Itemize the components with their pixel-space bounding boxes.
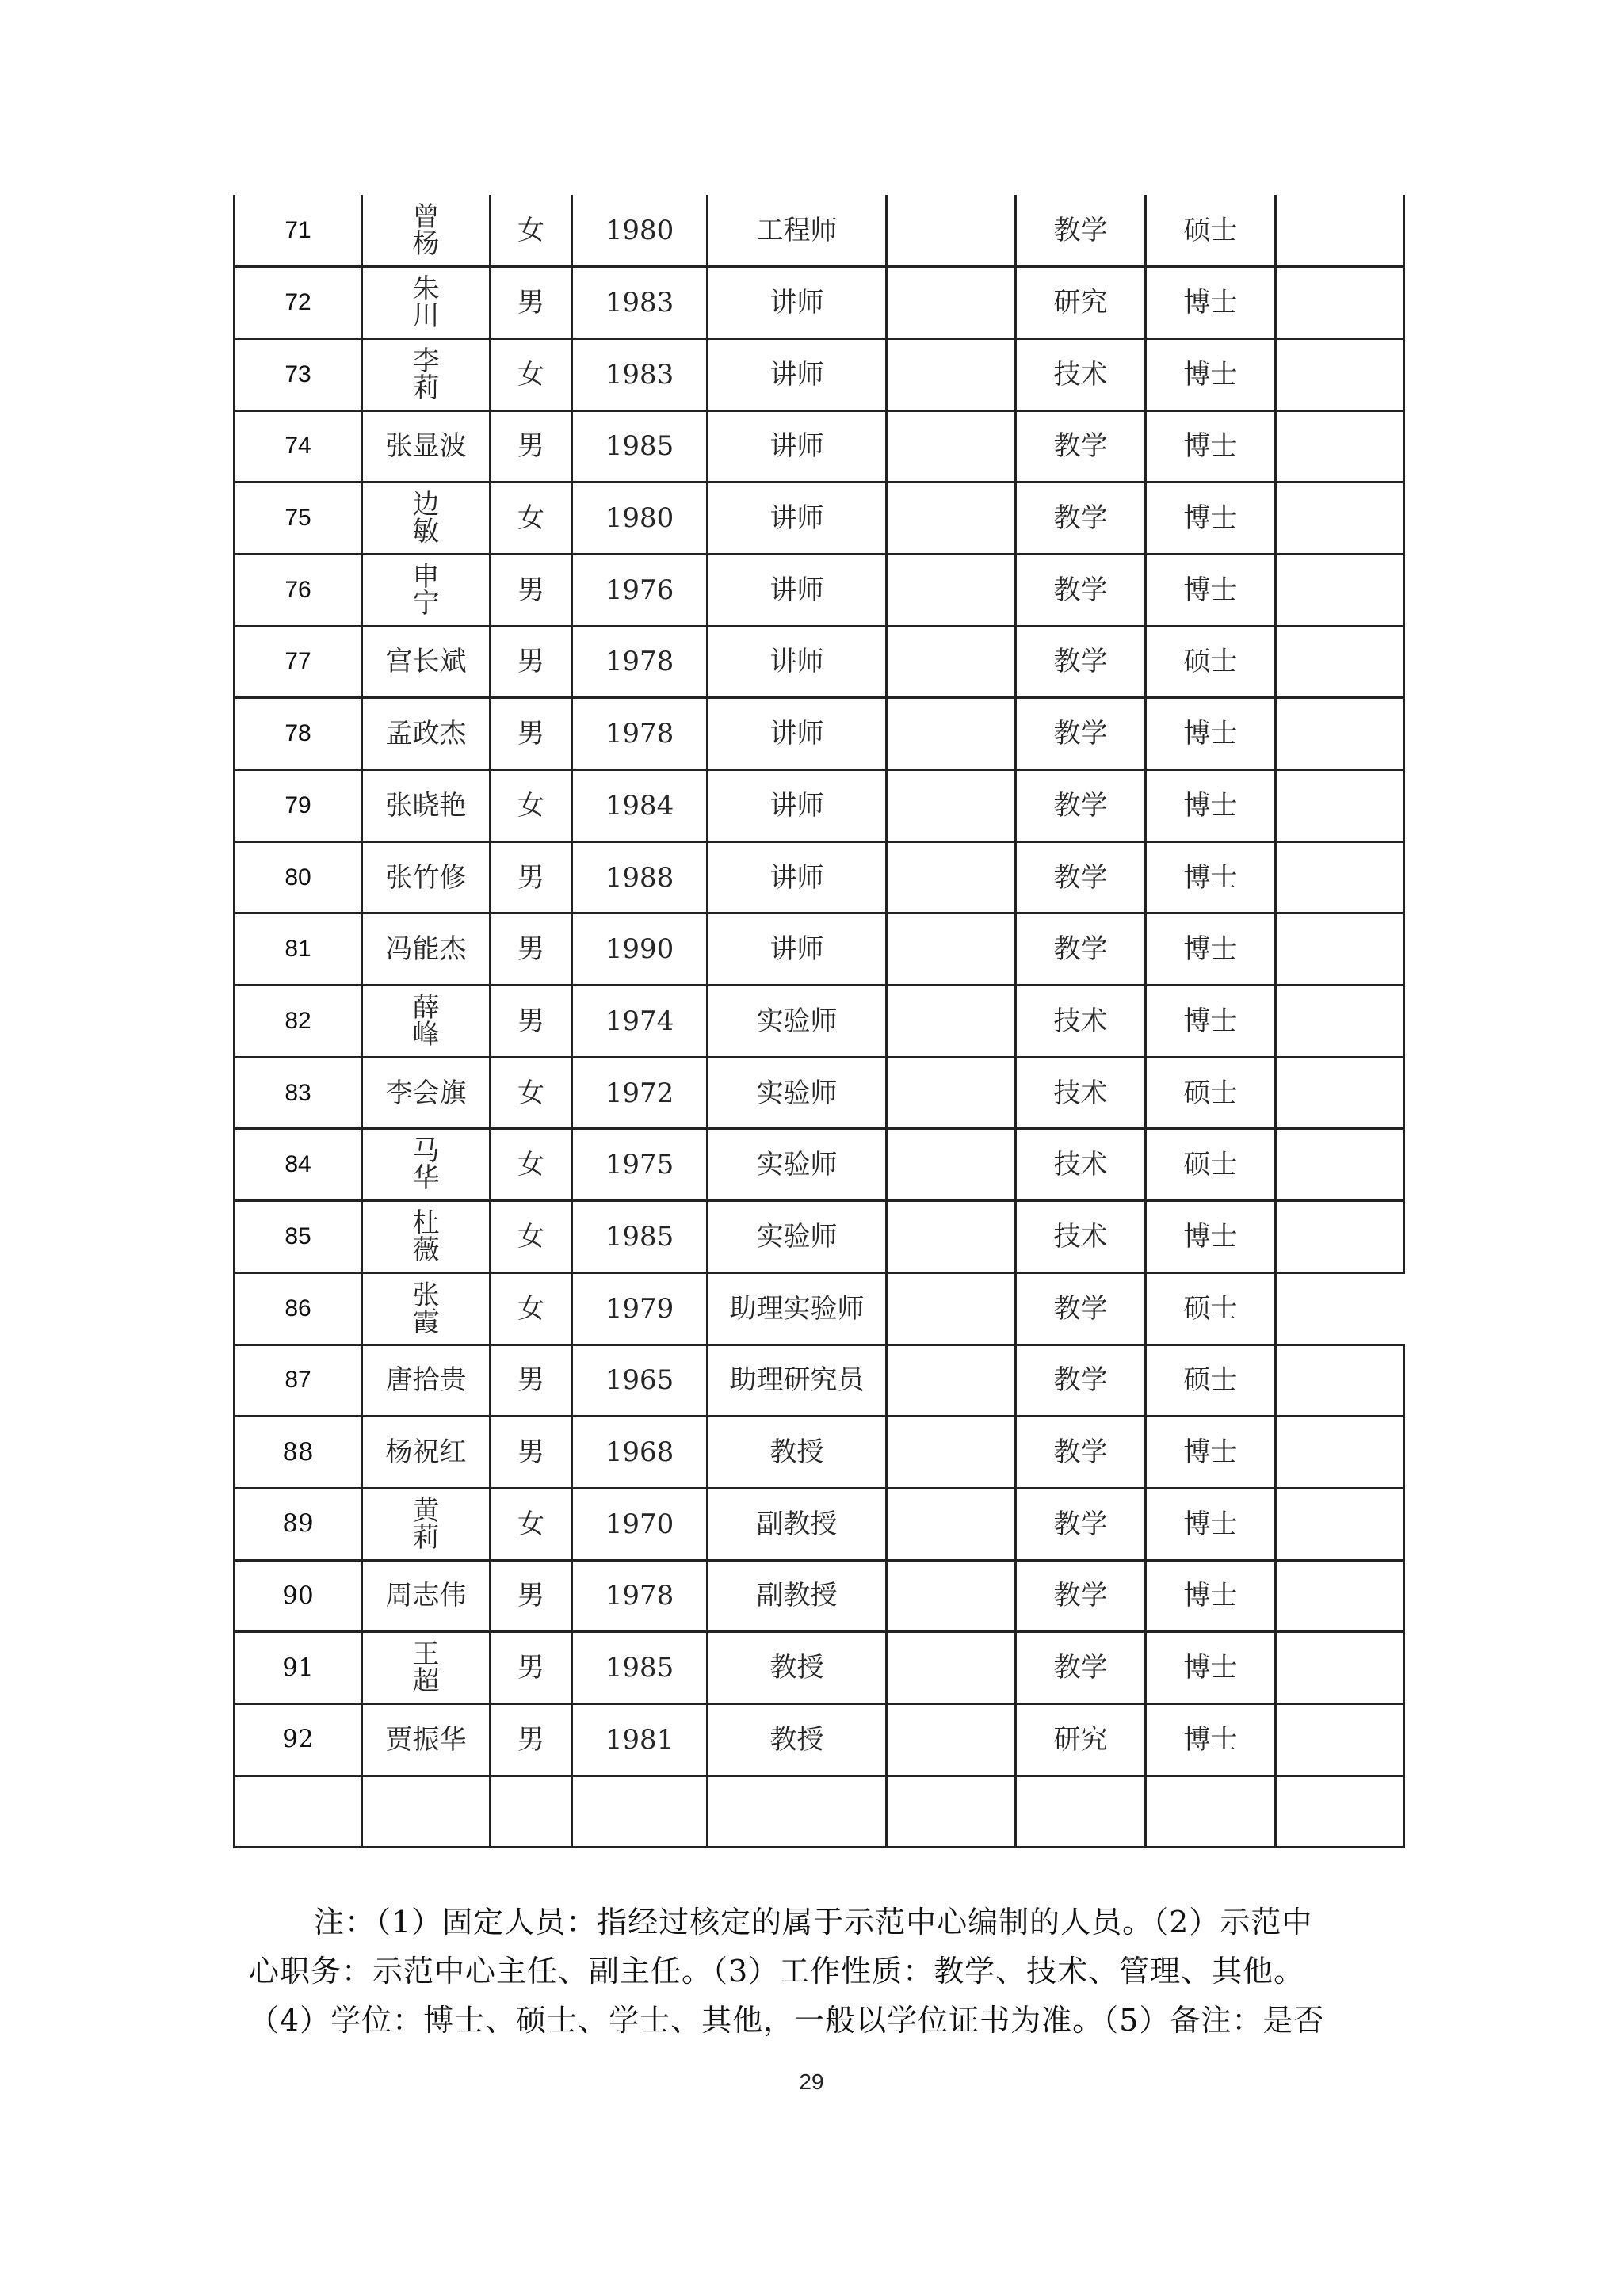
center-duty-cell bbox=[887, 1057, 1016, 1129]
name-cell: 杜薇 bbox=[362, 1201, 491, 1273]
staff-table-body bbox=[235, 195, 1404, 1848]
name-cell: 李会旗 bbox=[362, 1057, 491, 1129]
name-cell: 黄莉 bbox=[362, 1488, 491, 1560]
degree-cell: 博士 bbox=[1146, 1560, 1276, 1632]
degree-cell: 博士 bbox=[1146, 913, 1276, 986]
title-cell: 实验师 bbox=[708, 1057, 887, 1129]
degree-cell: 博士 bbox=[1146, 1488, 1276, 1560]
name-cell: 张显波 bbox=[362, 410, 491, 482]
work-type-cell: 技术 bbox=[1016, 1057, 1146, 1129]
birth-year-cell: 1983 bbox=[572, 267, 708, 339]
title-cell: 工程师 bbox=[708, 195, 887, 267]
title-cell: 讲师 bbox=[708, 626, 887, 698]
table-notes bbox=[249, 1897, 1390, 2045]
table-row bbox=[235, 1560, 1404, 1632]
row-number-cell: 76 bbox=[235, 554, 362, 626]
gender-cell: 男 bbox=[491, 626, 572, 698]
name-cell bbox=[362, 1775, 491, 1848]
remark-cell bbox=[1276, 1775, 1404, 1848]
row-number-cell bbox=[235, 1775, 362, 1848]
work-type-cell: 技术 bbox=[1016, 1129, 1146, 1201]
row-number-cell: 71 bbox=[235, 195, 362, 267]
remark-cell bbox=[1276, 267, 1404, 339]
birth-year-cell: 1972 bbox=[572, 1057, 708, 1129]
row-number-cell: 92 bbox=[235, 1703, 362, 1775]
gender-cell: 男 bbox=[491, 841, 572, 913]
work-type-cell: 研究 bbox=[1016, 1703, 1146, 1775]
gender-cell: 男 bbox=[491, 1632, 572, 1704]
birth-year-cell: 1978 bbox=[572, 698, 708, 770]
table-row bbox=[235, 195, 1404, 267]
gender-cell: 女 bbox=[491, 482, 572, 555]
title-cell: 助理研究员 bbox=[708, 1344, 887, 1417]
degree-cell: 硕士 bbox=[1146, 1272, 1276, 1344]
remark-cell bbox=[1276, 698, 1404, 770]
center-duty-cell bbox=[887, 1344, 1016, 1417]
work-type-cell: 教学 bbox=[1016, 482, 1146, 555]
gender-cell: 女 bbox=[491, 1057, 572, 1129]
row-number-cell: 75 bbox=[235, 482, 362, 555]
center-duty-cell bbox=[887, 482, 1016, 555]
birth-year-cell: 1979 bbox=[572, 1272, 708, 1344]
row-number-cell: 81 bbox=[235, 913, 362, 986]
degree-cell: 博士 bbox=[1146, 770, 1276, 842]
name-cell: 曾杨 bbox=[362, 195, 491, 267]
center-duty-cell bbox=[887, 1632, 1016, 1704]
table-row bbox=[235, 1057, 1404, 1129]
gender-cell: 男 bbox=[491, 1560, 572, 1632]
table-row bbox=[235, 1488, 1404, 1560]
name-cell: 申宁 bbox=[362, 554, 491, 626]
degree-cell: 博士 bbox=[1146, 1703, 1276, 1775]
center-duty-cell bbox=[887, 986, 1016, 1058]
row-number-cell: 84 bbox=[235, 1129, 362, 1201]
table-row bbox=[235, 698, 1404, 770]
row-number-cell: 90 bbox=[235, 1560, 362, 1632]
remark-cell bbox=[1276, 1560, 1404, 1632]
name-cell: 张晓艳 bbox=[362, 770, 491, 842]
center-duty-cell bbox=[887, 626, 1016, 698]
degree-cell: 博士 bbox=[1146, 1417, 1276, 1489]
work-type-cell: 教学 bbox=[1016, 1632, 1146, 1704]
row-number-cell: 87 bbox=[235, 1344, 362, 1417]
table-row bbox=[235, 410, 1404, 482]
remark-cell bbox=[1276, 626, 1404, 698]
gender-cell: 女 bbox=[491, 1129, 572, 1201]
title-cell: 讲师 bbox=[708, 554, 887, 626]
birth-year-cell: 1985 bbox=[572, 410, 708, 482]
table-row bbox=[235, 482, 1404, 555]
remark-cell bbox=[1276, 338, 1404, 410]
degree-cell: 博士 bbox=[1146, 841, 1276, 913]
gender-cell: 男 bbox=[491, 913, 572, 986]
title-cell: 教授 bbox=[708, 1417, 887, 1489]
name-cell: 张霞 bbox=[362, 1272, 491, 1344]
remark-cell bbox=[1276, 1129, 1404, 1201]
row-number-cell: 78 bbox=[235, 698, 362, 770]
work-type-cell: 教学 bbox=[1016, 626, 1146, 698]
gender-cell: 男 bbox=[491, 986, 572, 1058]
center-duty-cell bbox=[887, 410, 1016, 482]
work-type-cell: 教学 bbox=[1016, 195, 1146, 267]
gender-cell: 女 bbox=[491, 770, 572, 842]
table-row bbox=[235, 1344, 1404, 1417]
work-type-cell: 教学 bbox=[1016, 410, 1146, 482]
center-duty-cell bbox=[887, 698, 1016, 770]
gender-cell: 女 bbox=[491, 1272, 572, 1344]
birth-year-cell: 1983 bbox=[572, 338, 708, 410]
degree-cell: 博士 bbox=[1146, 482, 1276, 555]
title-cell: 教授 bbox=[708, 1632, 887, 1704]
title-cell: 实验师 bbox=[708, 1129, 887, 1201]
note-line-1: 注：（1）固定人员：指经过核定的属于示范中心编制的人员。（2）示范中 bbox=[314, 1905, 1313, 1939]
work-type-cell: 教学 bbox=[1016, 770, 1146, 842]
name-cell: 张竹修 bbox=[362, 841, 491, 913]
birth-year-cell: 1988 bbox=[572, 841, 708, 913]
remark-cell bbox=[1276, 1057, 1404, 1129]
birth-year-cell: 1968 bbox=[572, 1417, 708, 1489]
remark-cell bbox=[1276, 1272, 1404, 1344]
title-cell: 讲师 bbox=[708, 482, 887, 555]
row-number-cell: 85 bbox=[235, 1201, 362, 1273]
degree-cell: 硕士 bbox=[1146, 1344, 1276, 1417]
note-line-2: 心职务：示范中心主任、副主任。（3）工作性质：教学、技术、管理、其他。 bbox=[249, 1954, 1305, 1989]
name-cell: 杨祝红 bbox=[362, 1417, 491, 1489]
name-cell: 唐拾贵 bbox=[362, 1344, 491, 1417]
title-cell: 实验师 bbox=[708, 1201, 887, 1273]
remark-cell bbox=[1276, 1201, 1404, 1273]
center-duty-cell bbox=[887, 1488, 1016, 1560]
degree-cell: 博士 bbox=[1146, 267, 1276, 339]
work-type-cell: 教学 bbox=[1016, 1488, 1146, 1560]
birth-year-cell bbox=[572, 1775, 708, 1848]
name-cell: 王超 bbox=[362, 1632, 491, 1704]
remark-cell bbox=[1276, 986, 1404, 1058]
center-duty-cell bbox=[887, 1560, 1016, 1632]
center-duty-cell bbox=[887, 913, 1016, 986]
gender-cell bbox=[491, 1775, 572, 1848]
table-row bbox=[235, 1201, 1404, 1273]
birth-year-cell: 1978 bbox=[572, 626, 708, 698]
title-cell: 讲师 bbox=[708, 698, 887, 770]
table-row bbox=[235, 841, 1404, 913]
name-cell: 马华 bbox=[362, 1129, 491, 1201]
birth-year-cell: 1974 bbox=[572, 986, 708, 1058]
birth-year-cell: 1981 bbox=[572, 1703, 708, 1775]
work-type-cell: 技术 bbox=[1016, 338, 1146, 410]
row-number-cell: 74 bbox=[235, 410, 362, 482]
title-cell: 副教授 bbox=[708, 1488, 887, 1560]
remark-cell bbox=[1276, 410, 1404, 482]
table-row bbox=[235, 1272, 1404, 1344]
remark-cell bbox=[1276, 1488, 1404, 1560]
title-cell: 讲师 bbox=[708, 913, 887, 986]
row-number-cell: 88 bbox=[235, 1417, 362, 1489]
birth-year-cell: 1985 bbox=[572, 1632, 708, 1704]
center-duty-cell bbox=[887, 1272, 1016, 1344]
row-number-cell: 86 bbox=[235, 1272, 362, 1344]
row-number-cell: 73 bbox=[235, 338, 362, 410]
table-row bbox=[235, 338, 1404, 410]
degree-cell: 硕士 bbox=[1146, 1129, 1276, 1201]
gender-cell: 男 bbox=[491, 554, 572, 626]
remark-cell bbox=[1276, 1417, 1404, 1489]
table-row bbox=[235, 554, 1404, 626]
birth-year-cell: 1985 bbox=[572, 1201, 708, 1273]
page-number: 29 bbox=[799, 2069, 824, 2094]
row-number-cell: 80 bbox=[235, 841, 362, 913]
remark-cell bbox=[1276, 1344, 1404, 1417]
center-duty-cell bbox=[887, 554, 1016, 626]
name-cell: 薛峰 bbox=[362, 986, 491, 1058]
degree-cell: 博士 bbox=[1146, 698, 1276, 770]
degree-cell: 硕士 bbox=[1146, 626, 1276, 698]
table-row bbox=[235, 1703, 1404, 1775]
remark-cell bbox=[1276, 195, 1404, 267]
title-cell: 讲师 bbox=[708, 338, 887, 410]
gender-cell: 女 bbox=[491, 1201, 572, 1273]
work-type-cell: 教学 bbox=[1016, 1344, 1146, 1417]
birth-year-cell: 1980 bbox=[572, 482, 708, 555]
name-cell: 周志伟 bbox=[362, 1560, 491, 1632]
work-type-cell: 教学 bbox=[1016, 1417, 1146, 1489]
table-row bbox=[235, 626, 1404, 698]
work-type-cell: 教学 bbox=[1016, 913, 1146, 986]
center-duty-cell bbox=[887, 1775, 1016, 1848]
title-cell: 讲师 bbox=[708, 267, 887, 339]
name-cell: 冯能杰 bbox=[362, 913, 491, 986]
center-duty-cell bbox=[887, 1129, 1016, 1201]
gender-cell: 男 bbox=[491, 1344, 572, 1417]
name-cell: 朱川 bbox=[362, 267, 491, 339]
gender-cell: 男 bbox=[491, 698, 572, 770]
degree-cell: 博士 bbox=[1146, 410, 1276, 482]
work-type-cell: 教学 bbox=[1016, 1272, 1146, 1344]
row-number-cell: 91 bbox=[235, 1632, 362, 1704]
degree-cell: 博士 bbox=[1146, 1632, 1276, 1704]
birth-year-cell: 1978 bbox=[572, 1560, 708, 1632]
degree-cell: 硕士 bbox=[1146, 195, 1276, 267]
work-type-cell: 教学 bbox=[1016, 554, 1146, 626]
remark-cell bbox=[1276, 913, 1404, 986]
title-cell: 讲师 bbox=[708, 410, 887, 482]
work-type-cell: 研究 bbox=[1016, 267, 1146, 339]
birth-year-cell: 1965 bbox=[572, 1344, 708, 1417]
work-type-cell: 教学 bbox=[1016, 698, 1146, 770]
title-cell: 副教授 bbox=[708, 1560, 887, 1632]
table-row bbox=[235, 1417, 1404, 1489]
table-row bbox=[235, 1632, 1404, 1704]
degree-cell: 博士 bbox=[1146, 1201, 1276, 1273]
gender-cell: 男 bbox=[491, 410, 572, 482]
table-row bbox=[235, 1775, 1404, 1848]
name-cell: 宫长斌 bbox=[362, 626, 491, 698]
work-type-cell: 技术 bbox=[1016, 1201, 1146, 1273]
table-row bbox=[235, 770, 1404, 842]
remark-cell bbox=[1276, 841, 1404, 913]
center-duty-cell bbox=[887, 1703, 1016, 1775]
work-type-cell: 教学 bbox=[1016, 841, 1146, 913]
name-cell: 边敏 bbox=[362, 482, 491, 555]
gender-cell: 男 bbox=[491, 1417, 572, 1489]
birth-year-cell: 1976 bbox=[572, 554, 708, 626]
table-row bbox=[235, 986, 1404, 1058]
table-row bbox=[235, 913, 1404, 986]
gender-cell: 女 bbox=[491, 1488, 572, 1560]
name-cell: 孟政杰 bbox=[362, 698, 491, 770]
center-duty-cell bbox=[887, 770, 1016, 842]
remark-cell bbox=[1276, 482, 1404, 555]
remark-cell bbox=[1276, 554, 1404, 626]
work-type-cell bbox=[1016, 1775, 1146, 1848]
gender-cell: 女 bbox=[491, 338, 572, 410]
gender-cell: 女 bbox=[491, 195, 572, 267]
row-number-cell: 77 bbox=[235, 626, 362, 698]
title-cell: 助理实验师 bbox=[708, 1272, 887, 1344]
table-row bbox=[235, 1129, 1404, 1201]
gender-cell: 男 bbox=[491, 1703, 572, 1775]
degree-cell: 博士 bbox=[1146, 986, 1276, 1058]
center-duty-cell bbox=[887, 1201, 1016, 1273]
degree-cell: 硕士 bbox=[1146, 1057, 1276, 1129]
title-cell: 讲师 bbox=[708, 770, 887, 842]
title-cell bbox=[708, 1775, 887, 1848]
birth-year-cell: 1980 bbox=[572, 195, 708, 267]
staff-table bbox=[233, 195, 1405, 1848]
row-number-cell: 83 bbox=[235, 1057, 362, 1129]
center-duty-cell bbox=[887, 267, 1016, 339]
name-cell: 贾振华 bbox=[362, 1703, 491, 1775]
remark-cell bbox=[1276, 770, 1404, 842]
title-cell: 教授 bbox=[708, 1703, 887, 1775]
row-number-cell: 82 bbox=[235, 986, 362, 1058]
work-type-cell: 技术 bbox=[1016, 986, 1146, 1058]
birth-year-cell: 1984 bbox=[572, 770, 708, 842]
remark-cell bbox=[1276, 1703, 1404, 1775]
table-row bbox=[235, 267, 1404, 339]
gender-cell: 男 bbox=[491, 267, 572, 339]
center-duty-cell bbox=[887, 1417, 1016, 1489]
remark-cell bbox=[1276, 1632, 1404, 1704]
note-line-3: （4）学位：博士、硕士、学士、其他，一般以学位证书为准。（5）备注：是否 bbox=[249, 2003, 1325, 2038]
birth-year-cell: 1990 bbox=[572, 913, 708, 986]
degree-cell bbox=[1146, 1775, 1276, 1848]
row-number-cell: 79 bbox=[235, 770, 362, 842]
center-duty-cell bbox=[887, 195, 1016, 267]
birth-year-cell: 1975 bbox=[572, 1129, 708, 1201]
center-duty-cell bbox=[887, 841, 1016, 913]
title-cell: 实验师 bbox=[708, 986, 887, 1058]
birth-year-cell: 1970 bbox=[572, 1488, 708, 1560]
name-cell: 李莉 bbox=[362, 338, 491, 410]
center-duty-cell bbox=[887, 338, 1016, 410]
title-cell: 讲师 bbox=[708, 841, 887, 913]
degree-cell: 博士 bbox=[1146, 338, 1276, 410]
row-number-cell: 72 bbox=[235, 267, 362, 339]
row-number-cell: 89 bbox=[235, 1488, 362, 1560]
work-type-cell: 教学 bbox=[1016, 1560, 1146, 1632]
degree-cell: 博士 bbox=[1146, 554, 1276, 626]
